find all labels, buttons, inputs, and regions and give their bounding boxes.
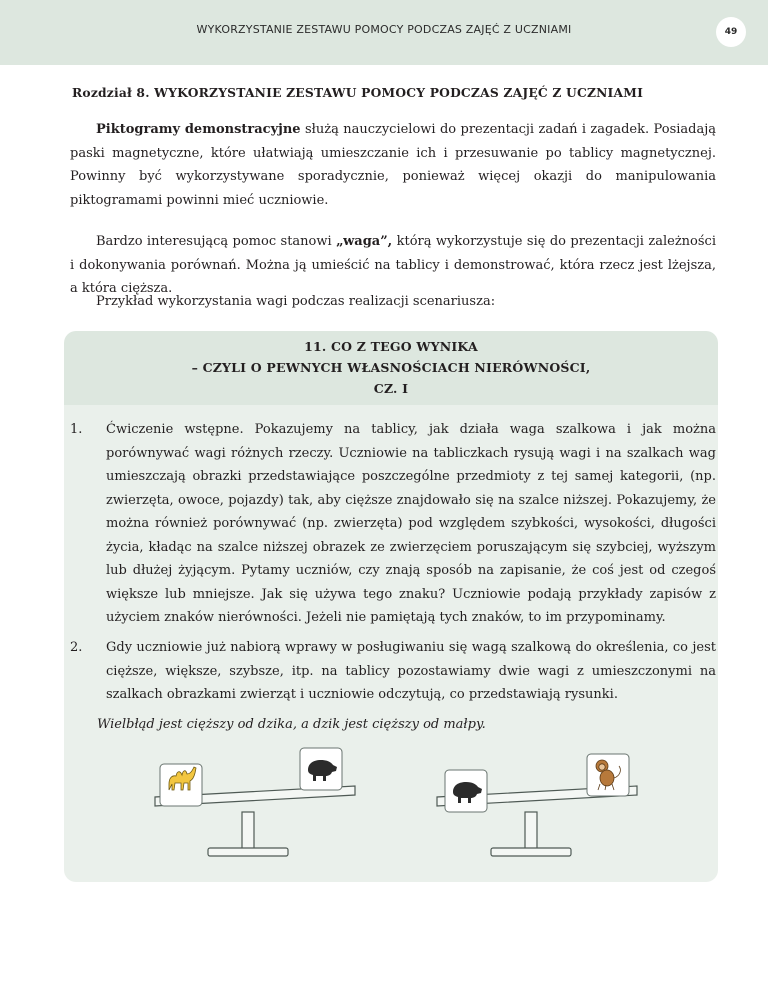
list-item: [70, 418, 716, 630]
example-sentence: Wielbłąd jest cięższy od dzika, a dzik jest cięższy od małpy.: [97, 717, 486, 732]
chapter-title: Rozdział 8. WYKORZYSTANIE ZESTAWU POMOCY PODCZAS ZAJĘĆ Z UCZNIAMI: [72, 85, 644, 100]
scale-term: „waga”,: [336, 234, 393, 249]
list-item-number: 1.: [70, 422, 83, 437]
scenario-title-line2: – CZYLI O PEWNYCH WŁASNOŚCIACH NIERÓWNOŚCI,: [191, 360, 591, 375]
balance-scale-1: [150, 740, 375, 865]
page-header: [0, 0, 768, 65]
scenario-title-line3: CZ. I: [373, 381, 409, 396]
list-item-text: Gdy uczniowie już nabiorą wprawy w posługiwaniu się wagą szalkową do określenia, co jest cięższe, większe, szybsze, itp. na tablicy pozostawiamy dwie wagi z umieszczonymi na szalkach obrazkami zwierząt i uczniowie odczytują, co przedstawiają rysunki.: [106, 640, 716, 702]
paragraph-pictograms: [70, 118, 716, 212]
pictograms-text: służą nauczycielowi do prezentacji zadań i zagadek. Posiadają paski magnetyczne, które ułatwiają umieszczanie ich i przesuwanie po tablicy magnetycznej. Powinny być wykorzystywane sporadycznie, ponieważ więcej okazji do manipulowania piktogramami powinni mieć uczniowie.: [70, 122, 716, 208]
scenario-title-line1: 11. CO Z TEGO WYNIKA: [304, 339, 478, 354]
running-header-title: WYKORZYSTANIE ZESTAWU POMOCY PODCZAS ZAJĘĆ Z UCZNIAMI: [196, 23, 572, 36]
list-item-text: Ćwiczenie wstępne. Pokazujemy na tablicy, jak działa waga szalkowa i jak można porównywać wagi różnych rzeczy. Uczniowie na tabliczkach rysują wagi i na szalkach wag umieszczają obrazki przedstawiające poszczególne przedmioty z tej samej kategorii, (np. zwierzęta, owoce, pojazdy) tak, aby cięższe znajdowało się na szalce niższej. Pokazujemy, że można również porównywać (np. zwierzęta) pod względem szybkości, wysokości, długości życia, kładąc na szalce niższej obrazek ze zwierzęciem poruszającym się szybciej, wyższym lub dłużej żyjącym. Pytamy uczniów, czy znają sposób na zapisanie, że coś jest od czegoś większe lub mniejsze. Jak się używa tego znaku? Uczniowie podają przykłady zapisów z użyciem znaków nierówności. Jeżeli nie pamiętają tych znaków, to im przypominamy.: [106, 422, 716, 625]
balance-scale-2: [430, 740, 655, 865]
page-number: 49: [716, 17, 746, 47]
list-item-number: 2.: [70, 640, 83, 655]
scale-text-after: którą wykorzystuje się do prezentacji zależności i dokonywania porównań. Można ją umieścić na tablicy i demonstrować, która rzecz jest lżejsza, a która cięższa.: [70, 234, 716, 296]
scale-text-before: Bardzo interesującą pomoc stanowi: [96, 234, 337, 249]
list-item: [70, 636, 716, 707]
scenario-title: [64, 336, 718, 399]
paragraph-example-intro: Przykład wykorzystania wagi podczas realizacji scenariusza:: [96, 294, 496, 309]
pictograms-term: Piktogramy demonstracyjne: [96, 122, 301, 137]
scale-base: [208, 812, 288, 856]
scale-base: [491, 812, 571, 856]
